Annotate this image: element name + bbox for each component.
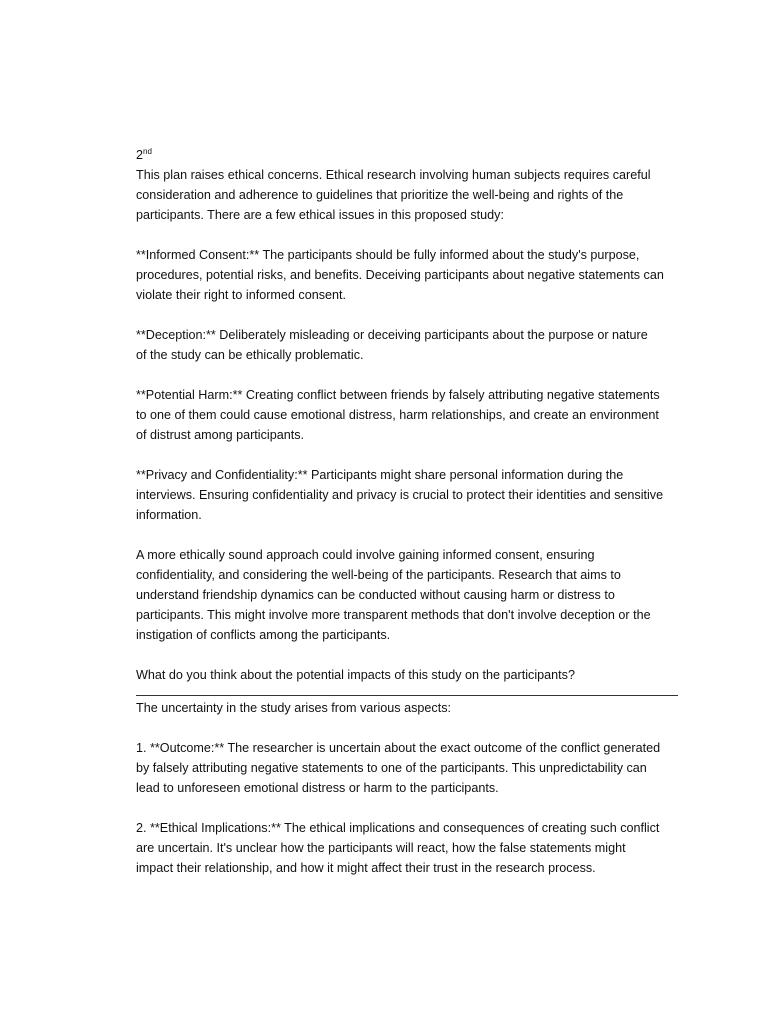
paragraph-potential-harm <box>136 385 681 445</box>
text-line: This plan raises ethical concerns. Ethical research involving human subjects requires careful <box>136 168 651 182</box>
text-line: What do you think about the potential impacts of this study on the participants? <box>136 668 575 682</box>
text-line: of the study can be ethically problematic. <box>136 348 364 362</box>
paragraph-gap <box>136 798 681 818</box>
paragraph-intro <box>136 165 681 225</box>
text-line: instigation of conflicts among the participants. <box>136 628 391 642</box>
text-line: procedures, potential risks, and benefits. Deceiving participants about negative statements can <box>136 268 664 282</box>
heading-superscript: nd <box>143 147 152 156</box>
paragraph-uncertainty-intro <box>136 698 681 718</box>
text-line: **Deception:** Deliberately misleading or deceiving participants about the purpose or nature <box>136 328 648 342</box>
text-line: A more ethically sound approach could involve gaining informed consent, ensuring <box>136 548 595 562</box>
text-line: **Potential Harm:** Creating conflict between friends by falsely attributing negative statements <box>136 388 660 402</box>
text-line: confidentiality, and considering the well-being of the participants. Research that aims to <box>136 568 621 582</box>
text-line: to one of them could cause emotional distress, harm relationships, and create an environment <box>136 408 659 422</box>
paragraph-question <box>136 665 681 685</box>
text-line: **Privacy and Confidentiality:** Participants might share personal information during the <box>136 468 624 482</box>
text-line: lead to unforeseen emotional distress or harm to the participants. <box>136 781 499 795</box>
paragraph-alternative-approach <box>136 545 681 645</box>
paragraph-gap <box>136 525 681 545</box>
heading-line <box>136 145 681 165</box>
paragraph-outcome <box>136 738 681 798</box>
text-line: 2. **Ethical Implications:** The ethical implications and consequences of creating such conflict <box>136 821 660 835</box>
paragraph-gap <box>136 305 681 325</box>
text-line: information. <box>136 508 202 522</box>
text-line: impact their relationship, and how it might affect their trust in the research process. <box>136 861 596 875</box>
document-body <box>136 145 681 878</box>
paragraph-gap <box>136 365 681 385</box>
text-line: of distrust among participants. <box>136 428 304 442</box>
horizontal-divider <box>136 695 678 696</box>
paragraph-gap <box>136 718 681 738</box>
text-line: 1. **Outcome:** The researcher is uncertain about the exact outcome of the conflict generated <box>136 741 661 755</box>
text-line: are uncertain. It's unclear how the participants will react, how the false statements might <box>136 841 626 855</box>
text-line: by falsely attributing negative statements to one of the participants. This unpredictability can <box>136 761 647 775</box>
paragraph-gap <box>136 445 681 465</box>
paragraph-gap <box>136 225 681 245</box>
heading-number: 2 <box>136 148 144 162</box>
text-line: **Informed Consent:** The participants should be fully informed about the study's purpose, <box>136 248 640 262</box>
paragraph-gap <box>136 645 681 665</box>
paragraph-ethical-implications <box>136 818 681 878</box>
text-line: consideration and adherence to guidelines that prioritize the well-being and rights of the <box>136 188 624 202</box>
paragraph-deception <box>136 325 681 365</box>
text-line: participants. There are a few ethical issues in this proposed study: <box>136 208 504 222</box>
text-line: understand friendship dynamics can be conducted without causing harm or distress to <box>136 588 615 602</box>
paragraph-informed-consent <box>136 245 681 305</box>
text-line: violate their right to informed consent. <box>136 288 347 302</box>
text-line: interviews. Ensuring confidentiality and privacy is crucial to protect their identities and sensitive <box>136 488 664 502</box>
text-line: participants. This might involve more transparent methods that don't involve deception or the <box>136 608 651 622</box>
text-line: The uncertainty in the study arises from various aspects: <box>136 701 451 715</box>
paragraph-privacy <box>136 465 681 525</box>
